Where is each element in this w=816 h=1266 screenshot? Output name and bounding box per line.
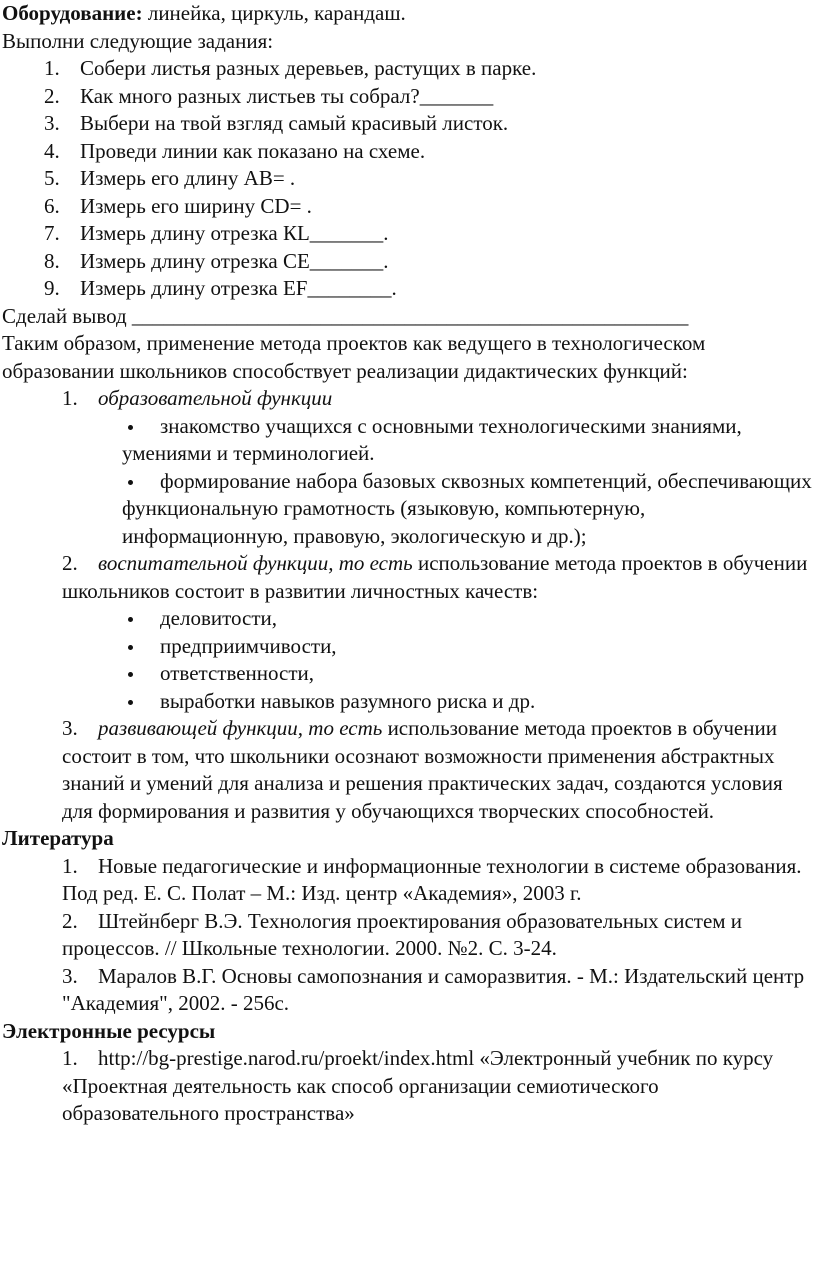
equipment-text: линейка, циркуль, карандаш. <box>142 1 406 25</box>
function-1: 1. образовательной функции <box>62 386 333 410</box>
list-item: ответственности, <box>0 660 816 688</box>
function-3: 3. развивающей функции, то есть использование метода проектов в обучении состоит в том, что школьники осознают возможности применения абстрактных знаний и умений для анализа и решения практических задач, создаются условия для формирования и развития у обучающихся творческих способностей. <box>62 716 783 823</box>
list-item: формирование набора базовых сквозных компетенций, обеспечивающих функциональную грамотность (языковую, компьютерную, информационную, правовую, экологическую и др.); <box>122 468 812 548</box>
list-item: 8. Измерь длину отрезка СЕ_______. <box>44 248 389 273</box>
task-intro: Выполни следующие задания: <box>2 28 274 53</box>
function-2: 2. воспитательной функции, то есть использование метода проектов в обучении школьников состоит в развитии личностных качеств: <box>62 551 808 603</box>
literature-item: 3. Маралов В.Г. Основы самопознания и саморазвития. - М.: Издательский центр "Академия", 2002. - 256с. <box>62 963 805 1015</box>
list-item: 5. Измерь его длину АВ= . <box>44 166 296 190</box>
resource-item: 1. http://bg-prestige.narod.ru/proekt/index.html «Электронный учебник по курсу «Проектная деятельность как способ организации семиотического образовательного пространства» <box>62 1046 774 1125</box>
list-item: 4. Проведи линии как показано на схеме. <box>44 138 426 163</box>
list-item: выработки навыков разумного риска и др. <box>0 688 816 716</box>
list-item: 6. Измерь его ширину CD= . <box>44 193 312 218</box>
equipment-line <box>0 0 816 28</box>
list-item: 7. Измерь длину отрезка КL_______. <box>44 221 389 245</box>
bullet-icon <box>128 425 133 430</box>
bullet-icon <box>128 480 133 485</box>
list-item: знакомство учащихся с основными технологическими знаниями, умениями и терминологией. <box>122 413 742 465</box>
resources-heading: Электронные ресурсы <box>2 1018 216 1043</box>
list-item: 1. Собери листья разных деревьев, растущих в парке. <box>44 56 537 80</box>
bullet-icon <box>128 617 133 622</box>
literature-item: 2. Штейнберг В.Э. Технология проектирования образовательных систем и процессов. // Школьные технологии. 2000. №2. С. 3-24. <box>62 908 743 960</box>
summary-paragraph: Таким образом, применение метода проектов как ведущего в технологическом образовании школьников способствует реализации дидактических функций: <box>2 331 706 383</box>
list-item: 2. Как много разных листьев ты собрал?_______ <box>44 83 494 108</box>
list-item: предприимчивости, <box>0 633 816 661</box>
literature-heading: Литература <box>2 826 114 850</box>
equipment-label: Оборудование: <box>2 1 143 25</box>
task-list <box>0 55 816 303</box>
list-item: 3. Выбери на твой взгляд самый красивый листок. <box>44 111 509 135</box>
function-1-bullets <box>0 413 816 551</box>
literature-item: 1. Новые педагогические и информационные технологии в системе образования. Под ред. Е. С. Полат – М.: Изд. центр «Академия», 2003 г. <box>62 853 802 905</box>
bullet-icon <box>128 700 133 705</box>
bullet-icon <box>128 672 133 677</box>
conclusion-line: Сделай вывод _____________________________________________________ <box>2 303 689 328</box>
bullet-icon <box>128 645 133 650</box>
function-2-bullets <box>0 605 816 715</box>
list-item: деловитости, <box>0 605 816 633</box>
list-item: 9. Измерь длину отрезка EF________. <box>44 276 397 300</box>
